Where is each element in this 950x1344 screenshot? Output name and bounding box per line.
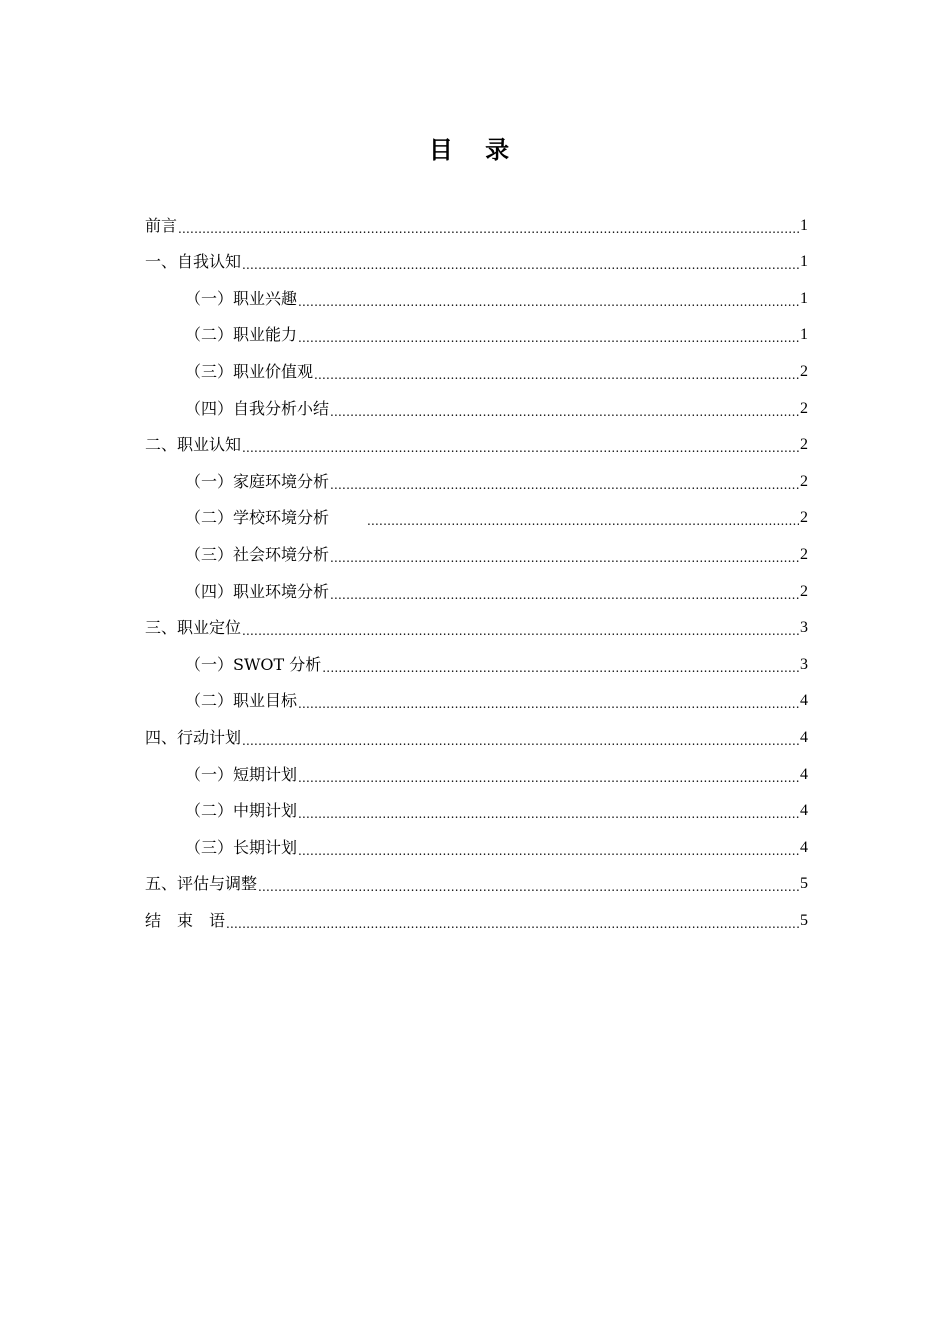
toc-dot-leader <box>242 252 799 272</box>
toc-dot-leader <box>178 216 799 236</box>
toc-dot-leader <box>298 801 799 821</box>
toc-entry-page: 1 <box>800 326 808 344</box>
toc-dot-leader <box>330 472 799 492</box>
toc-entry-label: （三）职业价值观 <box>185 361 314 381</box>
toc-dot-leader <box>330 545 799 565</box>
toc-entry-page: 2 <box>800 399 808 417</box>
toc-entry[interactable] <box>145 382 808 419</box>
toc-dot-leader <box>298 838 799 858</box>
toc-dot-leader <box>322 655 799 675</box>
toc-entry-page: 4 <box>800 765 808 783</box>
toc-entry-page: 4 <box>800 802 808 820</box>
toc-entry-label: 五、评估与调整 <box>145 874 258 894</box>
toc-entry-label: 三、职业定位 <box>145 618 242 638</box>
toc-entry[interactable] <box>145 821 808 858</box>
toc-entry-page: 3 <box>800 619 808 637</box>
toc-entry[interactable] <box>145 492 808 529</box>
toc-entry-page: 5 <box>800 875 808 893</box>
toc-dot-leader <box>367 508 799 528</box>
toc-entry[interactable] <box>145 309 808 346</box>
toc-dot-leader <box>298 289 799 309</box>
toc-entry-label: 四、行动计划 <box>145 727 242 747</box>
toc-entry[interactable] <box>145 858 808 895</box>
toc-entry-label: （三）社会环境分析 <box>185 544 330 564</box>
toc-entry-label: 二、职业认知 <box>145 435 242 455</box>
toc-entry[interactable] <box>145 565 808 602</box>
page-title: 目 录 <box>428 136 522 164</box>
toc-dot-leader <box>242 435 799 455</box>
toc-entry-page: 5 <box>800 911 808 929</box>
toc-entry-page: 2 <box>800 545 808 563</box>
toc-entry[interactable] <box>145 894 808 931</box>
toc-entry[interactable] <box>145 785 808 822</box>
toc-entry-page: 2 <box>800 509 808 527</box>
toc-entry[interactable] <box>145 272 808 309</box>
toc-entry[interactable] <box>145 675 808 712</box>
toc-entry[interactable] <box>145 236 808 273</box>
toc-entry-label: （二）职业能力 <box>185 325 298 345</box>
toc-entry-label: （二）职业目标 <box>185 691 298 711</box>
toc-entry-page: 4 <box>800 692 808 710</box>
toc-entry-page: 1 <box>800 289 808 307</box>
toc-entry[interactable] <box>145 419 808 456</box>
toc-entry-page: 2 <box>800 582 808 600</box>
toc-dot-leader <box>226 911 799 931</box>
toc-entry-page: 4 <box>800 838 808 856</box>
toc-dot-leader <box>258 874 799 894</box>
toc-entry-page: 1 <box>800 253 808 271</box>
toc-entry-page: 3 <box>800 655 808 673</box>
toc-entry-label: 结 束 语 <box>145 910 226 930</box>
toc-entry-label: （二）中期计划 <box>185 801 298 821</box>
toc-entry[interactable] <box>145 602 808 639</box>
toc-entry-label: 前言 <box>145 215 178 235</box>
toc-entry-page: 4 <box>800 728 808 746</box>
toc-entry[interactable] <box>145 748 808 785</box>
toc-entry-label: （二）学校环境分析 <box>185 508 330 528</box>
toc-entry-label: （一）SWOT 分析 <box>185 654 322 674</box>
toc-entry[interactable] <box>145 711 808 748</box>
table-of-contents <box>145 199 808 931</box>
toc-entry-page: 2 <box>800 472 808 490</box>
toc-dot-leader <box>298 765 799 785</box>
toc-entry[interactable] <box>145 455 808 492</box>
toc-entry-label: （一）短期计划 <box>185 764 298 784</box>
toc-entry-label: （一）家庭环境分析 <box>185 471 330 491</box>
toc-entry-label: （一）职业兴趣 <box>185 288 298 308</box>
toc-entry-page: 2 <box>800 436 808 454</box>
toc-dot-leader <box>330 582 799 602</box>
toc-entry[interactable] <box>145 199 808 236</box>
toc-entry[interactable] <box>145 528 808 565</box>
toc-dot-leader <box>330 399 799 419</box>
toc-dot-leader <box>298 691 799 711</box>
toc-dot-leader <box>314 362 799 382</box>
toc-entry-label: （四）自我分析小结 <box>185 398 330 418</box>
toc-entry-label: 一、自我认知 <box>145 252 242 272</box>
toc-entry-page: 2 <box>800 362 808 380</box>
toc-entry-label: （三）长期计划 <box>185 837 298 857</box>
toc-entry-label: （四）职业环境分析 <box>185 581 330 601</box>
toc-dot-leader <box>242 728 799 748</box>
toc-dot-leader <box>242 618 799 638</box>
toc-entry-page: 1 <box>800 216 808 234</box>
toc-entry[interactable] <box>145 638 808 675</box>
toc-dot-leader <box>298 325 799 345</box>
toc-entry[interactable] <box>145 345 808 382</box>
